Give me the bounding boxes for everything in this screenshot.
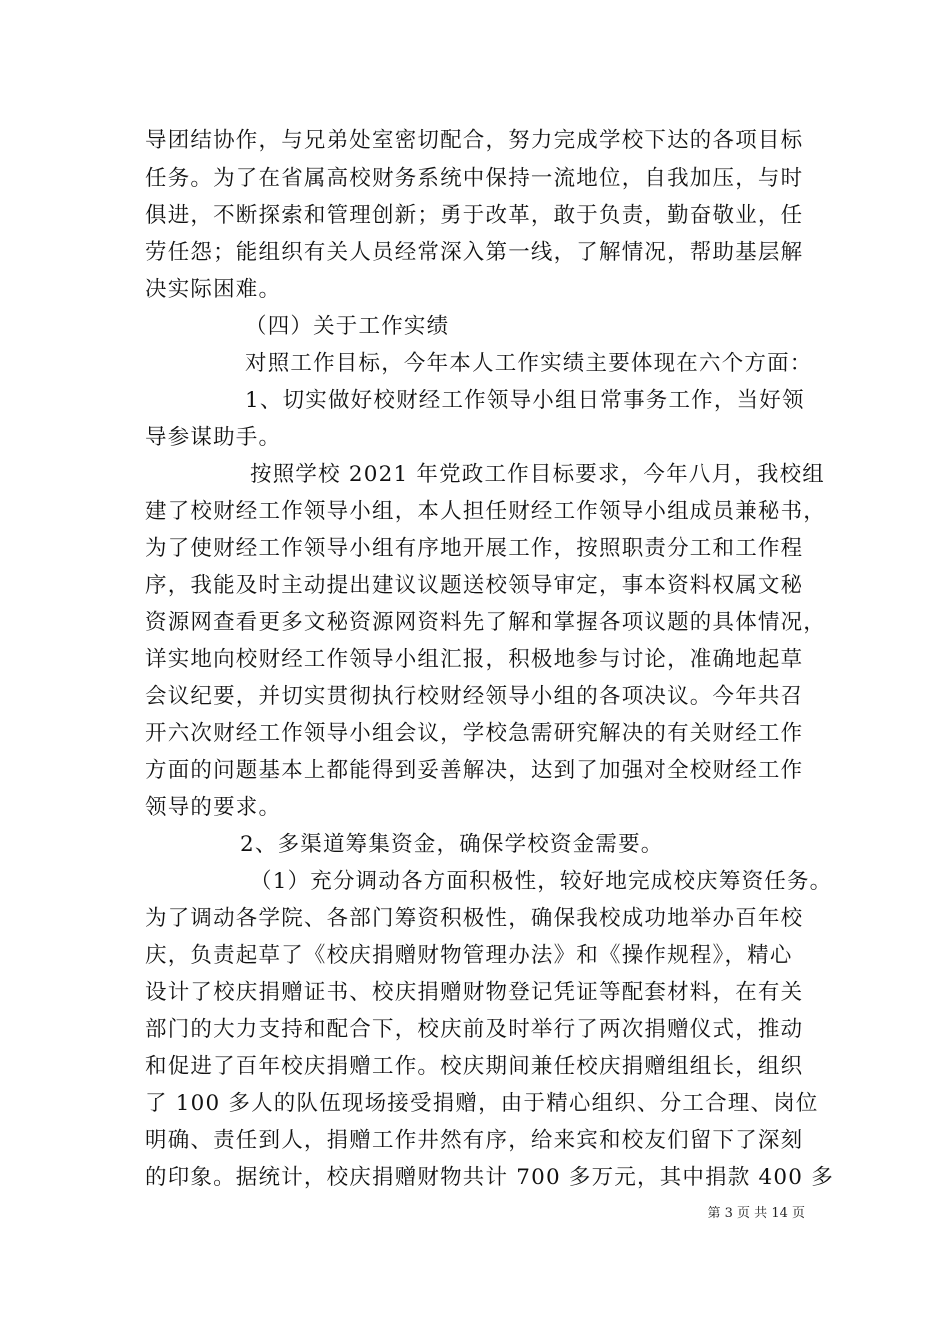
- text-line: 明确、责任到人，捐赠工作井然有序，给来宾和校友们留下了深刻: [145, 1128, 804, 1153]
- section-heading: （四）关于工作实绩: [245, 314, 450, 339]
- text-line: 建了校财经工作领导小组，本人担任财经工作领导小组成员兼秘书，: [145, 499, 827, 524]
- text-line: 导参谋助手。: [145, 425, 282, 450]
- text-line: 开六次财经工作领导小组会议，学校急需研究解决的有关财经工作: [145, 721, 804, 746]
- text-line: 庆，负责起草了《校庆捐赠财物管理办法》和《操作规程》，精心: [145, 943, 793, 968]
- text-line: 决实际困难。: [145, 277, 282, 302]
- text-line: 领导的要求。: [145, 795, 282, 820]
- text-line: 方面的问题基本上都能得到妥善解决，达到了加强对全校财经工作: [145, 758, 804, 783]
- text-line: 导团结协作，与兄弟处室密切配合，努力完成学校下达的各项目标: [145, 128, 804, 153]
- subitem-heading: （1）充分调动各方面积极性，较好地完成校庆筹资任务。: [250, 869, 833, 894]
- item-heading: 1、切实做好校财经工作领导小组日常事务工作，当好领: [245, 388, 805, 413]
- text-line: 设计了校庆捐赠证书、校庆捐赠财物登记凭证等配套材料，在有关: [145, 980, 804, 1005]
- text-line: 资源网查看更多文秘资源网资料先了解和掌握各项议题的具体情况，: [145, 610, 827, 635]
- text-line: 为了调动各学院、各部门筹资积极性，确保我校成功地举办百年校: [145, 906, 804, 931]
- text-line: 俱进，不断探索和管理创新；勇于改革，敢于负责，勤奋敬业，任: [145, 203, 804, 228]
- text-line: 会议纪要，并切实贯彻执行校财经领导小组的各项决议。今年共召: [145, 684, 804, 709]
- text-line: 按照学校 2021 年党政工作目标要求，今年八月，我校组: [250, 462, 825, 487]
- text-line: 和促进了百年校庆捐赠工作。校庆期间兼任校庆捐赠组组长，组织: [145, 1054, 804, 1079]
- page-number: 第 3 页 共 14 页: [707, 1206, 805, 1221]
- item-heading: 2、多渠道筹集资金，确保学校资金需要。: [240, 832, 664, 857]
- text-line: 任务。为了在省属高校财务系统中保持一流地位，自我加压，与时: [145, 166, 804, 191]
- text-line: 为了使财经工作领导小组有序地开展工作，按照职责分工和工作程: [145, 536, 804, 561]
- text-line: 对照工作目标，今年本人工作实绩主要体现在六个方面：: [245, 351, 813, 376]
- text-line: 了 100 多人的队伍现场接受捐赠，由于精心组织、分工合理、岗位: [145, 1091, 819, 1116]
- text-line: 的印象。据统计，校庆捐赠财物共计 700 多万元，其中捐款 400 多: [145, 1165, 834, 1190]
- text-line: 劳任怨；能组织有关人员经常深入第一线，了解情况，帮助基层解: [145, 240, 804, 265]
- text-line: 详实地向校财经工作领导小组汇报，积极地参与讨论，准确地起草: [145, 647, 804, 672]
- text-line: 序，我能及时主动提出建议议题送校领导审定，事本资料权属文秘: [145, 573, 804, 598]
- text-line: 部门的大力支持和配合下，校庆前及时举行了两次捐赠仪式，推动: [145, 1017, 804, 1042]
